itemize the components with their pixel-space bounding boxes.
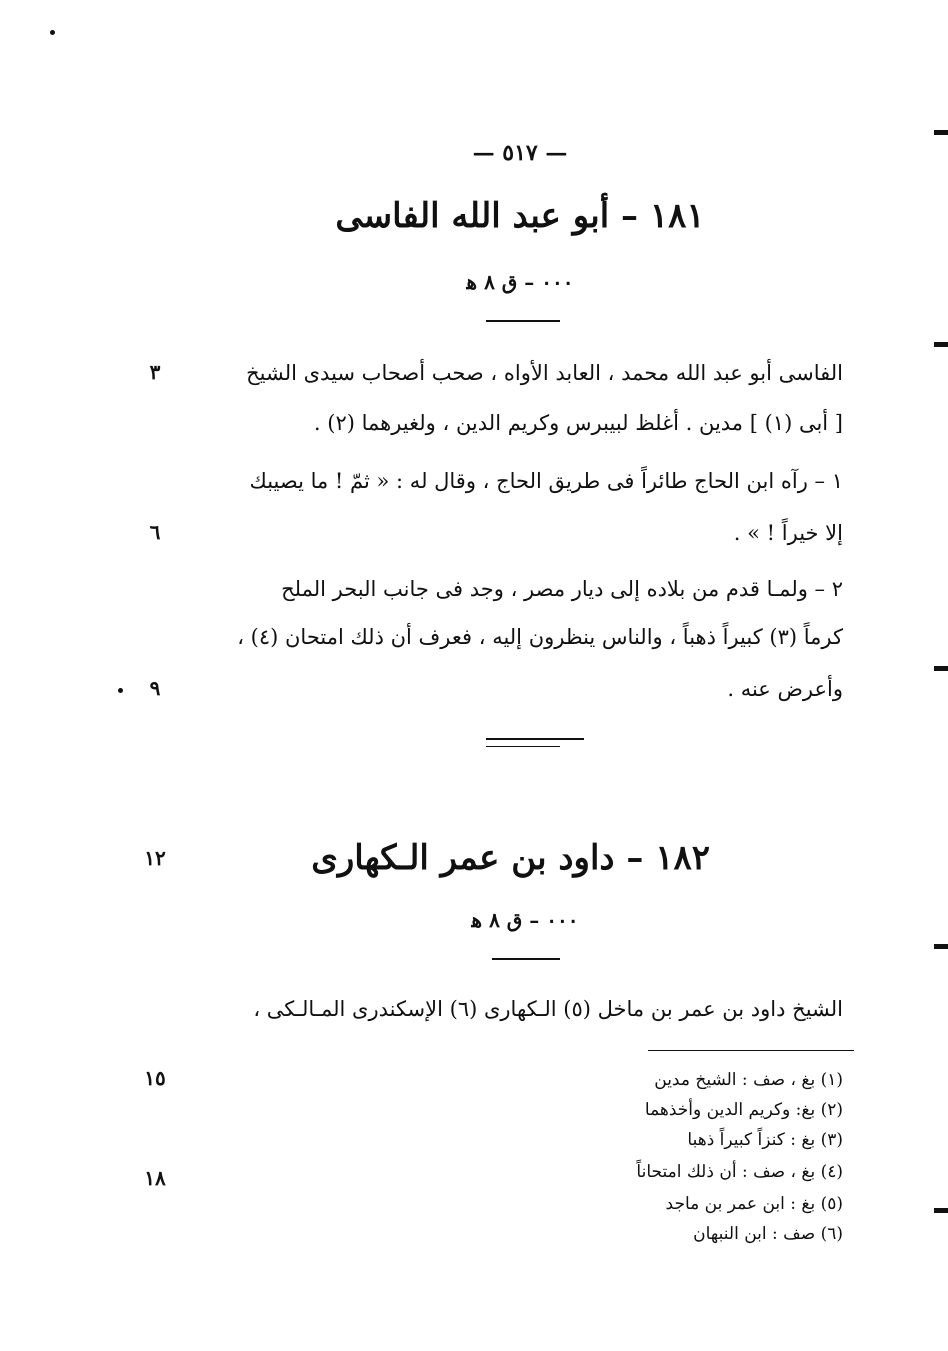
- footnote-rule: [648, 1050, 854, 1051]
- line-number: ١٨: [144, 1166, 166, 1190]
- line-number: ٣: [149, 360, 161, 384]
- footnote-4: (٤) بغ ، صف : أن ذلك امتحاناً: [636, 1162, 843, 1182]
- entry-181-line-7: وأعرض عنه .: [727, 677, 843, 701]
- footnote-5: (٥) بغ : ابن عمر بن ماجد: [665, 1194, 843, 1214]
- scan-speck: [50, 30, 55, 35]
- entry-182-line-1: الشيخ داود بن عمر بن ماخل (٥) الـكهارى (٦) الإسكندرى المـالـكى ،: [253, 997, 843, 1021]
- line-number: ٩: [149, 676, 161, 700]
- edge-mark: [934, 666, 948, 671]
- line-number: ٦: [149, 520, 161, 544]
- edge-mark: [934, 1208, 948, 1213]
- entry-181-title: ١٨١ – أبو عبد الله الفاسى: [335, 196, 705, 236]
- line-number: ١٥: [144, 1066, 166, 1090]
- footnote-3: (٣) بغ : كنزاً كبيراً ذهبا: [687, 1130, 843, 1150]
- section-separator: [486, 746, 560, 747]
- section-separator: [486, 738, 584, 740]
- line-number: ١٢: [144, 846, 166, 870]
- entry-181-rule: [486, 320, 560, 322]
- footnote-2: (٢) بغ: وكريم الدين وأخذهما: [644, 1100, 843, 1120]
- edge-mark: [934, 130, 948, 135]
- entry-181-line-3: ١ – رآه ابن الحاج طائراً فى طريق الحاج ، وقال له : « ثمّ ! ما يصيبك: [249, 469, 843, 493]
- entry-182-title: ١٨٢ – داود بن عمر الـكهارى: [311, 838, 710, 878]
- footnote-1: (١) بغ ، صف : الشيخ مدين: [654, 1070, 843, 1090]
- edge-mark: [934, 944, 948, 949]
- footnote-6: (٦) صف : ابن النبهان: [693, 1224, 843, 1244]
- entry-181-line-2: [ أبى (١) ] مدين . أغلظ لبيبرس وكريم الدين ، ولغيرهما (٢) .: [313, 411, 843, 435]
- scan-speck: [118, 688, 123, 693]
- entry-181-line-4: إلا خيراً ! » .: [733, 521, 843, 545]
- entry-181-line-1: الفاسى أبو عبد الله محمد ، العابد الأواه ، صحب أصحاب سيدى الشيخ: [246, 361, 843, 385]
- entry-181-line-6: كرماً (٣) كبيراً ذهباً ، والناس ينظرون إليه ، فعرف أن ذلك امتحان (٤) ،: [237, 625, 843, 649]
- entry-182-rule: [492, 958, 560, 960]
- edge-mark: [934, 342, 948, 347]
- entry-181-date: ٠٠٠ – ق ٨ ﻫ: [466, 270, 574, 294]
- entry-182-date: ٠٠٠ – ق ٨ ﻫ: [471, 908, 579, 932]
- entry-181-line-5: ٢ – ولمـا قدم من بلاده إلى ديار مصر ، وجد فى جانب البحر الملح: [281, 577, 843, 601]
- page-number: — ٥١٧ —: [472, 140, 568, 166]
